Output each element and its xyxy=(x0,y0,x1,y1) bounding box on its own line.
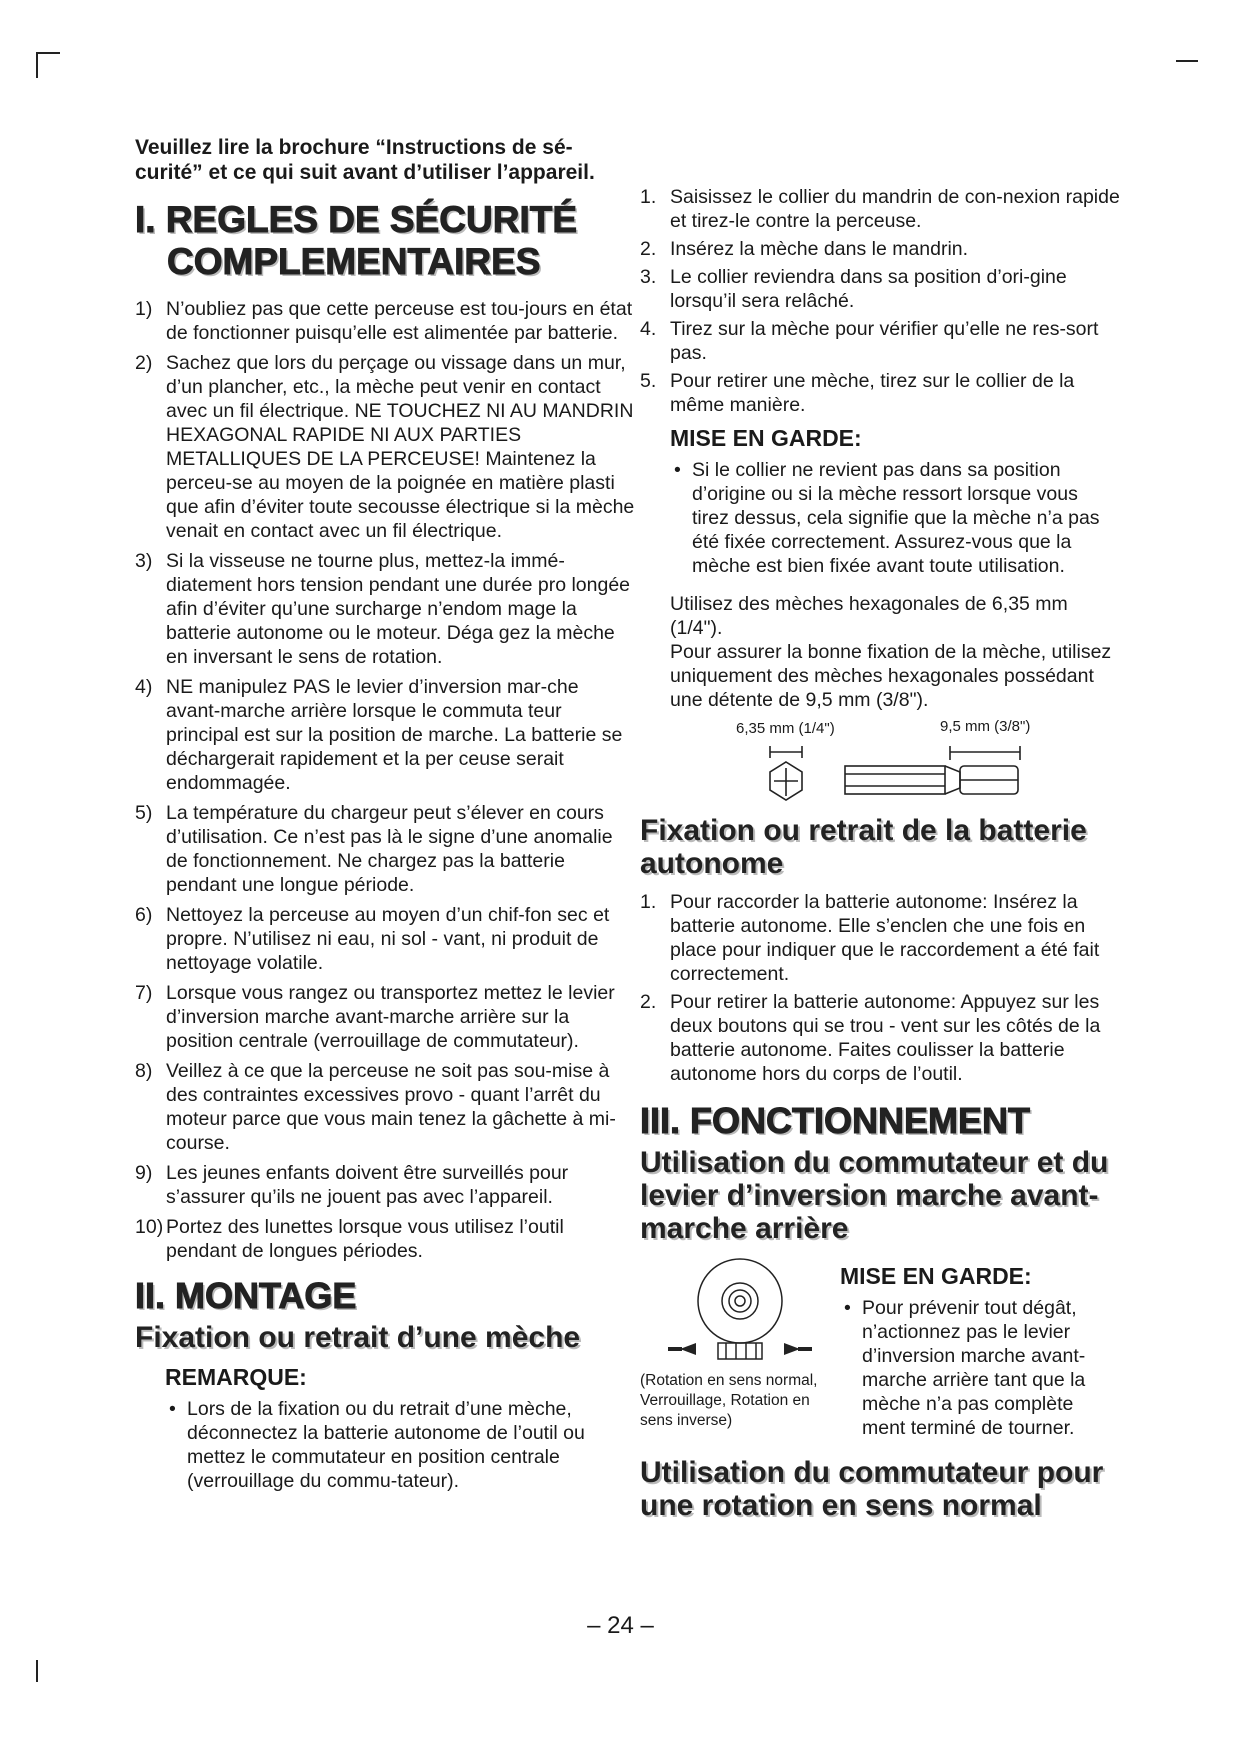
section1-title-line2: COMPLEMENTAIRES xyxy=(167,241,541,282)
list-item: 1. Pour raccorder la batterie autonome: Insérez la batterie autonome. Elle s’enclen che une fois en place pour indiquer que le raccordement a été fait correctement. xyxy=(640,891,1100,985)
section2-subtitle: Fixation ou retrait d’une mèche xyxy=(135,1321,581,1354)
section3-title: III. FONCTIONNEMENT xyxy=(640,1100,1030,1141)
fig-label-detent: 9,5 mm (3/8") xyxy=(940,718,1031,735)
list-item: 3. Le collier reviendra dans sa position d’ori-gine lorsqu’il sera relâché. xyxy=(640,266,1067,312)
list-item: 5) La température du chargeur peut s’élever en cours d’utilisation. Ce n’est pas là le signe d’une anomalie de fonctionnement. Ne chargez pas la batterie pendant une longue période. xyxy=(135,802,613,896)
switch-caution xyxy=(840,1255,1120,1440)
switch-caution-bullet: • Pour prévenir tout dégât, n’actionnez pas le levier d’inversion marche avant-marche arrière tant que la mèche n’a pas complète ment terminé de tourner. xyxy=(844,1297,1086,1439)
fig-label-hex: 6,35 mm (1/4") xyxy=(736,720,835,737)
hex-bit-drawing xyxy=(640,718,1120,804)
hex-note-1: Utilisez des mèches hexagonales de 6,35 mm (1/4"). xyxy=(670,593,1068,639)
switch-lever-drawing xyxy=(640,1255,840,1365)
crop-mark-top-left-v xyxy=(36,52,38,78)
list-item: 2) Sachez que lors du perçage ou vissage dans un mur, d’un plancher, etc., la mèche peut venir en contact avec un fil électrique. NE TOUCHEZ NI AU MANDRIN HEXAGONAL RAPIDE NI AUX PARTIES METALLIQUES DE LA PERCEUSE! Maintenez la perceu-se au moyen de la poignée en matière plasti que afin d’éviter toute secousse électrique si la mèche venait en contact avec un fil électrique. xyxy=(135,352,635,542)
normal-rotation-title: Utilisation du commutateur pour une rotation en sens normal xyxy=(640,1456,1104,1522)
list-item: 2. Pour retirer la batterie autonome: Appuyez sur les deux boutons qui se trou - vent sur les côtés de la batterie autonome. Faites coulisser la batterie autonome hors du corps de l’outil. xyxy=(640,991,1101,1085)
list-item: 6) Nettoyez la perceuse au moyen d’un chif-fon sec et propre. N’utilisez ni eau, ni sol - vant, ni produit de nettoyage volatile. xyxy=(135,904,610,974)
list-item: 4) NE manipulez PAS le levier d’inversion mar-che avant-marche arrière lorsque le commuta teur principal est sur la position de marche. La batterie se déchargerait rapidement et la per ceuse serait endommagée. xyxy=(135,676,623,794)
list-item: 7) Lorsque vous rangez ou transportez mettez le levier d’inversion marche avant-marche arrière sur la position centrale (verrouillage de commutateur). xyxy=(135,982,615,1052)
right-column xyxy=(640,185,1120,1532)
caution-label: MISE EN GARDE: xyxy=(670,425,862,451)
safety-rules-list xyxy=(135,297,635,1263)
crop-mark-bottom-left xyxy=(36,1660,38,1682)
hex-note-2: Pour assurer la bonne fixation de la mèche, utilisez uniquement des mèches hexagonales possédant une détente de 9,5 mm (3/8"). xyxy=(670,641,1112,711)
hex-bit-figure xyxy=(640,718,1120,804)
list-item: 10) Portez des lunettes lorsque vous utilisez l’outil pendant de longues périodes. xyxy=(135,1216,564,1262)
switch-figure xyxy=(640,1255,840,1440)
left-column xyxy=(135,135,635,1493)
section1-title-line1: I. REGLES DE SÉCURITÉ xyxy=(135,199,578,240)
list-item: 1) N’oubliez pas que cette perceuse est tou-jours en état de fonctionner puisqu’elle est alimentée par batterie. xyxy=(135,298,633,344)
section2-title: II. MONTAGE xyxy=(135,1275,357,1316)
list-item: 3) Si la visseuse ne tourne plus, mettez-la immé-diatement hors tension pendant une durée pro longée afin d’éviter qu’une surcharge n’endom mage la batterie autonome ou le moteur. Déga gez la mèche en inversant le sens de rotation. xyxy=(135,550,631,668)
list-item: 1. Saisissez le collier du mandrin de con-nexion rapide et tirez-le contre la perceuse. xyxy=(640,186,1120,232)
list-item: 2. Insérez la mèche dans le mandrin. xyxy=(640,238,969,260)
battery-title: Fixation ou retrait de la batterie autonome xyxy=(640,814,1087,880)
crop-mark-top-left-h xyxy=(36,52,60,54)
remark-bullet: • Lors de la fixation ou du retrait d’une mèche, déconnectez la batterie autonome de l’outil ou mettez le commutateur en position centrale (verrouillage du commu-tateur). xyxy=(169,1398,585,1492)
remark-label: REMARQUE: xyxy=(165,1364,307,1390)
caution-bullet: • Si le collier ne revient pas dans sa position d’origine ou si la mèche ressort lorsque vous tirez dessus, cela signifie que la mèche n’a pas été fixée correctement. Assurez-vous que la mèche est bien fixée avant toute utilisation. xyxy=(674,459,1100,577)
switch-figure-caption: (Rotation en sens normal, Verrouillage, Rotation en sens inverse) xyxy=(640,1372,818,1429)
bit-steps-list xyxy=(640,185,1120,417)
page-number: – 24 – xyxy=(587,1612,654,1639)
intro-text: Veuillez lire la brochure “Instructions de sé-curité” et ce qui suit avant d’utiliser l’appareil. xyxy=(135,136,595,184)
section3-subtitle: Utilisation du commutateur et du levier d’inversion marche avant-marche arrière xyxy=(640,1146,1109,1245)
list-item: 4. Tirez sur la mèche pour vérifier qu’elle ne res-sort pas. xyxy=(640,318,1099,364)
list-item: 8) Veillez à ce que la perceuse ne soit pas sou-mise à des contraintes excessives provo - quant l’arrêt du moteur parce que vous main tenez la gâchette à mi-course. xyxy=(135,1060,616,1154)
list-item: 9) Les jeunes enfants doivent être surveillés pour s’assurer qu’ils ne jouent pas avec l’appareil. xyxy=(135,1162,569,1208)
section1-title xyxy=(135,199,635,283)
battery-steps-list xyxy=(640,890,1120,1086)
list-item: 5. Pour retirer une mèche, tirez sur le collier de la même manière. xyxy=(640,370,1075,416)
crop-mark-top-right xyxy=(1176,60,1198,62)
switch-caution-label: MISE EN GARDE: xyxy=(840,1263,1032,1289)
switch-figure-block xyxy=(640,1255,1120,1440)
